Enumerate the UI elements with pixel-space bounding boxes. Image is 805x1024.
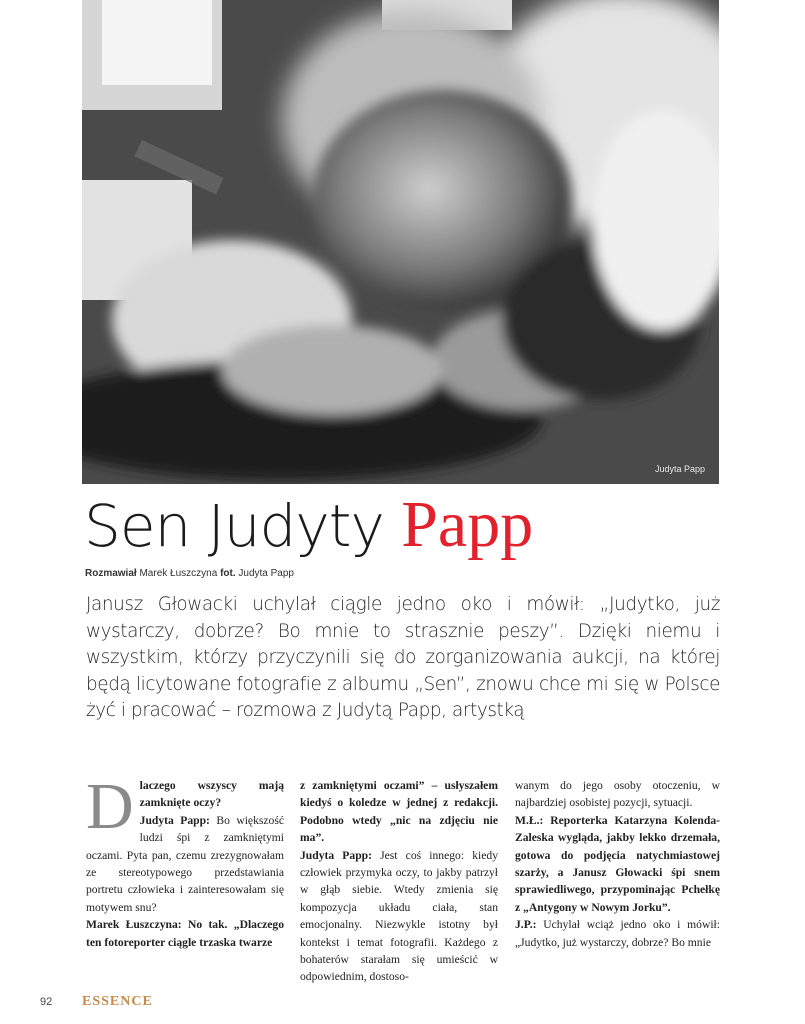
- text-column-3: [515, 777, 720, 951]
- title-part-1: Sen Judyty: [84, 492, 402, 560]
- answer-3-text: Uchylał wciąż jedno oko i mówił: „Judytko, już wystarczy, dobrze? Bo mnie: [515, 918, 720, 949]
- page-number: 92: [40, 996, 53, 1008]
- question-1: laczego wszyscy mają zamknięte oczy?: [139, 779, 284, 810]
- answer-2-speaker: Judyta Papp:: [300, 848, 372, 862]
- photo-credit: Judyta Papp: [654, 464, 705, 474]
- magazine-brand: ESSENCE: [82, 994, 153, 1009]
- text-column-1: [86, 770, 284, 951]
- column-2-text: [300, 777, 498, 986]
- answer-1-speaker: Judyta Papp:: [139, 813, 210, 827]
- hero-photo: [82, 0, 719, 484]
- column-3-text: [515, 777, 720, 951]
- article-title: [84, 488, 534, 561]
- byline: [85, 568, 294, 579]
- byline-label-photo: fot.: [220, 568, 236, 579]
- answer-3-speaker: J.P.:: [515, 918, 537, 932]
- question-2: Marek Łuszczyna: No tak. „Dlaczego ten fotoreporter ciągle trzaska twarze: [86, 918, 284, 949]
- byline-interviewer: Marek Łuszczyna: [136, 568, 221, 579]
- byline-photographer: Judyta Papp: [235, 568, 294, 579]
- question-3: M.Ł.: Reporterka Katarzyna Kolenda-Zaleska wygląda, jakby lekko drzemała, gotowa do podjęcia natychmiastowej szarży, a Janusz Głowacki śpi snem sprawiedliwego, przypominając Pchełkę z „Antygony w Nowym Jorku”.: [515, 813, 720, 914]
- dropcap: D: [86, 770, 134, 843]
- byline-label-interview: Rozmawiał: [85, 568, 137, 579]
- answer-2-text: Jest coś innego: kiedy człowiek przymyka oczy, to jakby patrzył w głąb siebie. Wtedy zmienia się kompozycja układu ciała, stan emocjonalny. Niezwykle istotny był kontekst i temat fotografii. Każdego z bohaterów starałam się umieścić w odpowiednim, dostoso-: [300, 848, 498, 984]
- column-1-text: [86, 770, 284, 951]
- question-2-continued: z zamkniętymi oczami” – usłyszałem kiedyś o koledze w jednej z redakcji. Podobno wtedy „nic na zdjęciu nie ma”.: [300, 779, 498, 845]
- lead-paragraph: Janusz Głowacki uchylał ciągle jedno oko i mówił: „Judytko, już wystarczy, dobrze? Bo mnie to strasznie peszy”. Dzięki niemu i wszystkim, którzy przyczynili się do zorganizowania aukcji, na której będą licytowane fotografie z albumu „Sen”, znowu chce mi się w Polsce żyć i pracować – rozmowa z Judytą Papp, artystką: [86, 594, 720, 721]
- answer-1-text: Bo większość ludzi śpi z zamkniętymi oczami. Pyta pan, czemu zrezygnowałam ze stereotypowego przedstawiania portretu człowieka i zainteresowałam się motywem snu?: [86, 813, 284, 914]
- sleeping-people-photo: [82, 0, 719, 484]
- text-column-2: [300, 777, 498, 986]
- title-part-2: Papp: [401, 488, 534, 561]
- answer-2-continued: wanym do jego osoby otoczeniu, w najbardziej osobistej pozycji, sytuacji.: [515, 779, 720, 810]
